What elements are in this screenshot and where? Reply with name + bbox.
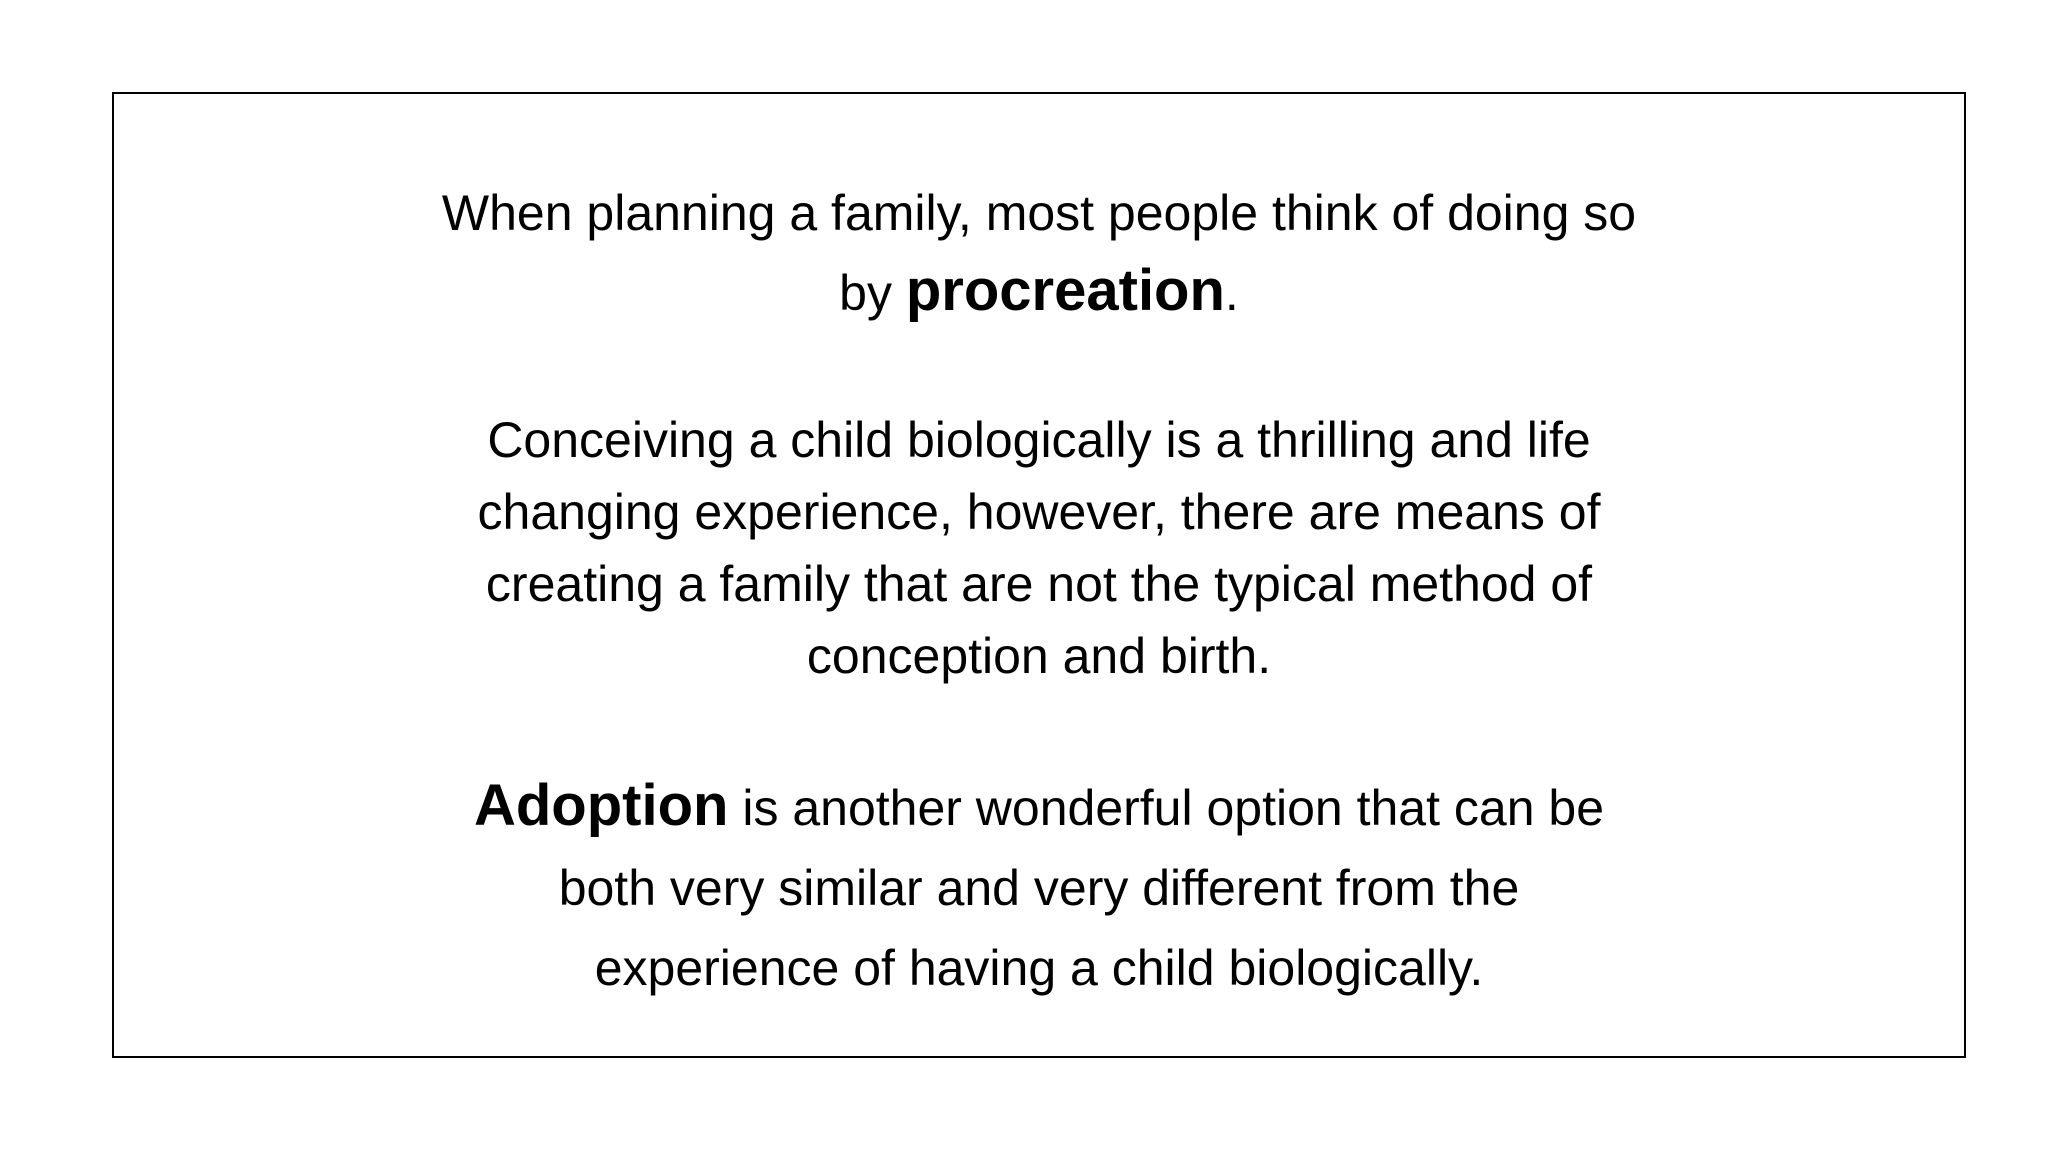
- slide-frame: [112, 92, 1966, 1058]
- text-line: changing experience, however, there are means of: [477, 484, 1601, 540]
- emphasis-adoption: Adoption: [473, 773, 729, 838]
- text-line: creating a family that are not the typical method of: [485, 556, 1593, 612]
- text-line: [114, 252, 1964, 332]
- text-line: experience of having a child biologically.: [594, 940, 1484, 996]
- emphasis-procreation: procreation: [905, 258, 1225, 323]
- paragraph-procreation: [114, 174, 1964, 332]
- text-line: conception and birth.: [806, 628, 1272, 684]
- text-line: both very similar and very different from the: [558, 860, 1520, 916]
- text-fragment: is another wonderful option that can be: [728, 780, 1605, 836]
- paragraph-conceiving: [114, 404, 1964, 692]
- text-line: Conceiving a child biologically is a thrilling and life: [487, 412, 1591, 468]
- text-fragment: by: [839, 265, 906, 321]
- paragraph-adoption: [114, 766, 1964, 1008]
- text-fragment: .: [1224, 265, 1239, 321]
- text-line: [114, 766, 1964, 848]
- text-line: When planning a family, most people think of doing so: [441, 185, 1637, 241]
